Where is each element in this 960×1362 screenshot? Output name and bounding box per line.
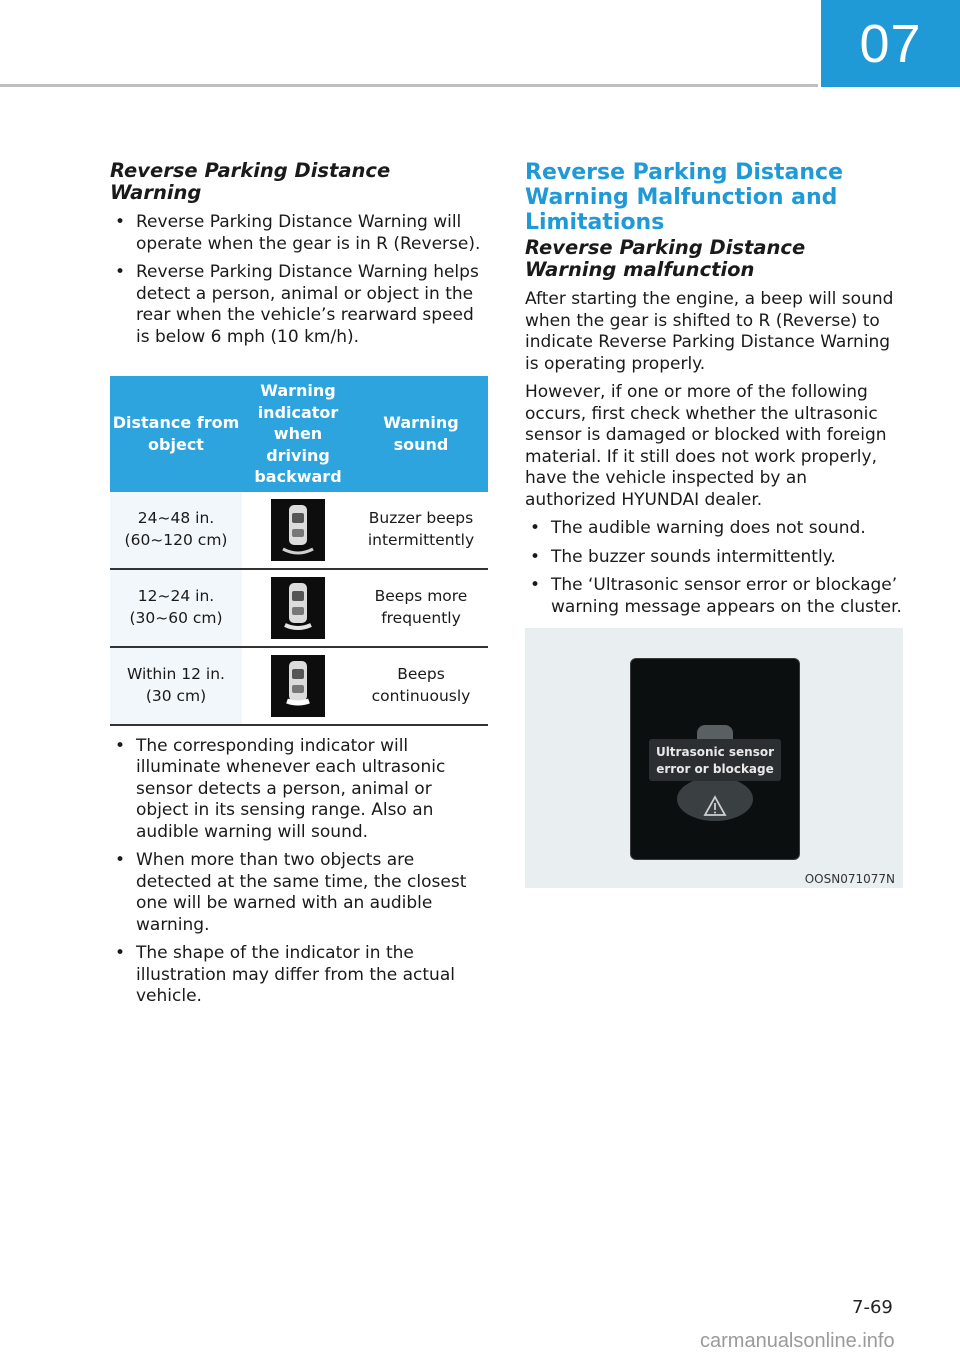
section-title: Reverse Parking Distance Warning Malfunction and Limitations [525,160,844,235]
header-rule [0,84,818,87]
figure-code: OOSN071077N [804,872,895,886]
sound-cell: Beeps more frequently [354,569,488,647]
watermark[interactable]: carmanualsonline.info [700,1330,895,1352]
list-item: • The ‘Ultrasonic sensor error or blockage’ warning message appears on the cluster. [525,575,903,618]
warning-table [110,376,488,726]
intro-bullet-list [110,212,488,348]
column-header-sound: Warning sound [354,376,488,492]
table-row [110,647,488,725]
distance-cell: Within 12 in. (30 cm) [110,647,242,725]
cluster-illustration [525,628,903,888]
paragraph: After starting the engine, a beep will sound when the gear is shifted to R (Reverse) to indicate Reverse Parking Distance Warning is operating properly. [525,289,894,374]
message-line-1: Ultrasonic sensor [655,745,775,759]
list-item: • Reverse Parking Distance Warning helps detect a person, animal or object in the rear when the vehicle’s rearward speed is below 6 mph (10 km/h). [110,262,488,348]
column-header-indicator: Warning indicator when driving backward [242,376,354,492]
table-row [110,569,488,647]
rear-sensor-mid-icon [271,577,325,639]
cluster-screen [630,658,800,860]
sound-cell: Beeps continuously [354,647,488,725]
page-number: 7-69 [852,1297,893,1318]
sub-heading: Reverse Parking Distance Warning malfunction [525,236,806,281]
distance-cell: 24~48 in. (60~120 cm) [110,492,242,569]
list-item: • The corresponding indicator will illuminate whenever each ultrasonic sensor detects a person, animal or object in its sensing range. Also an audible warning will sound. [110,736,488,844]
table-row [110,492,488,569]
section-heading: Reverse Parking Distance Warning [110,159,391,204]
rear-sensor-far-icon [271,499,325,561]
table-header-row [110,376,488,492]
distance-cell: 12~24 in. (30~60 cm) [110,569,242,647]
indicator-cell [242,492,354,569]
malfunction-bullet-list [525,518,903,618]
notes-bullet-list [110,736,488,1008]
list-item: • When more than two objects are detected at the same time, the closest one will be warned with an audible warning. [110,850,488,936]
paragraph: However, if one or more of the following occurs, first check whether the ultrasonic sensor is damaged or blocked with foreign material. If it still does not work properly, have the vehicle inspected by an authorized HYUNDAI dealer. [525,382,887,510]
message-line-2: error or blockage [656,762,774,776]
list-item: • The buzzer sounds intermittently. [525,547,903,569]
right-column [525,160,903,888]
sound-cell: Buzzer beeps intermittently [354,492,488,569]
list-item: • The audible warning does not sound. [525,518,903,540]
list-item: • The shape of the indicator in the illustration may differ from the actual vehicle. [110,943,488,1008]
chapter-tab: 07 [821,0,960,87]
indicator-cell [242,569,354,647]
left-column [110,160,488,1015]
column-header-distance: Distance from object [110,376,242,492]
rear-sensor-near-icon [271,655,325,717]
cluster-graphic [631,659,799,859]
indicator-cell [242,647,354,725]
list-item: • Reverse Parking Distance Warning will operate when the gear is in R (Reverse). [110,212,488,255]
